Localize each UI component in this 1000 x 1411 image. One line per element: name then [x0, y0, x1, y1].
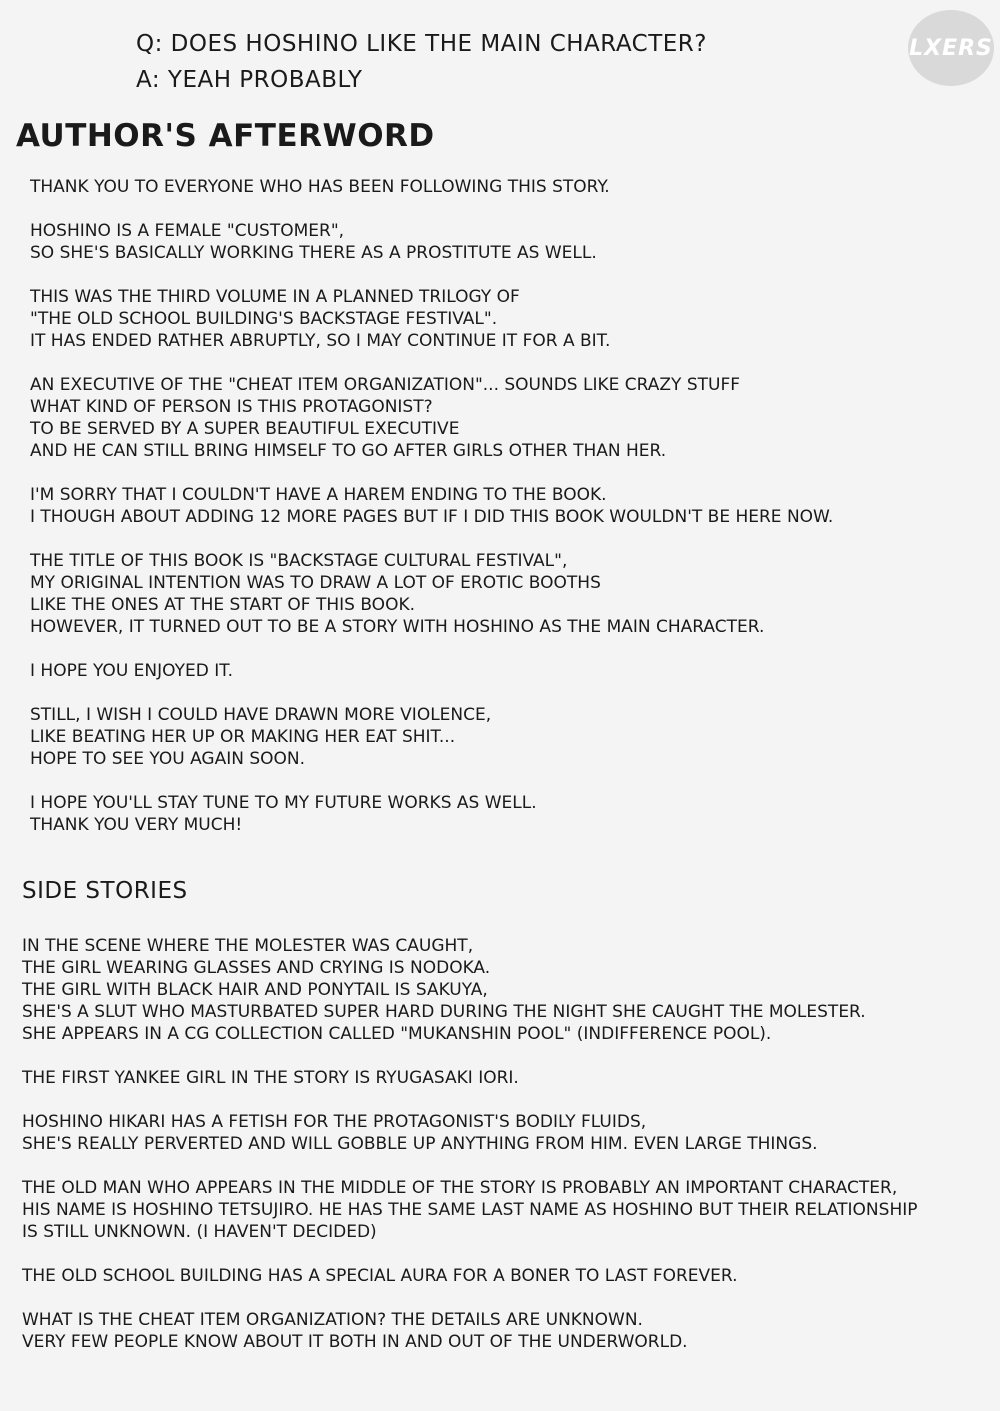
text-line: LIKE THE ONES AT THE START OF THIS BOOK.	[30, 595, 415, 615]
text-line: HOPE TO SEE YOU AGAIN SOON.	[30, 749, 306, 769]
paragraph	[22, 1067, 992, 1089]
text-line: SHE'S REALLY PERVERTED AND WILL GOBBLE UP ANYTHING FROM HIM. EVEN LARGE THINGS.	[22, 1134, 818, 1154]
text-line: AN EXECUTIVE OF THE "CHEAT ITEM ORGANIZATION"... SOUNDS LIKE CRAZY STUFF	[30, 375, 740, 395]
text-line: THE GIRL WITH BLACK HAIR AND PONYTAIL IS SAKUYA,	[22, 980, 488, 1000]
text-line: SHE'S A SLUT WHO MASTURBATED SUPER HARD DURING THE NIGHT SHE CAUGHT THE MOLESTER.	[22, 1002, 866, 1022]
text-line: WHAT IS THE CHEAT ITEM ORGANIZATION? THE DETAILS ARE UNKNOWN.	[22, 1310, 643, 1330]
qa-block	[136, 26, 707, 98]
paragraph	[22, 1111, 992, 1155]
text-line: I'M SORRY THAT I COULDN'T HAVE A HAREM ENDING TO THE BOOK.	[30, 485, 607, 505]
paragraph	[22, 1309, 992, 1353]
qa-answer: A: YEAH PROBABLY	[136, 67, 363, 93]
qa-question: Q: DOES HOSHINO LIKE THE MAIN CHARACTER?	[136, 31, 708, 57]
text-line: I THOUGH ABOUT ADDING 12 MORE PAGES BUT IF I DID THIS BOOK WOULDN'T BE HERE NOW.	[30, 507, 834, 527]
text-line: "THE OLD SCHOOL BUILDING'S BACKSTAGE FESTIVAL".	[30, 309, 498, 329]
text-line: IN THE SCENE WHERE THE MOLESTER WAS CAUGHT,	[22, 936, 474, 956]
paragraph	[30, 704, 990, 770]
text-line: SO SHE'S BASICALLY WORKING THERE AS A PROSTITUTE AS WELL.	[30, 243, 597, 263]
text-line: THE OLD SCHOOL BUILDING HAS A SPECIAL AURA FOR A BONER TO LAST FOREVER.	[22, 1266, 738, 1286]
text-line: THANK YOU VERY MUCH!	[30, 815, 243, 835]
paragraph	[22, 1177, 992, 1243]
paragraph	[30, 286, 990, 352]
text-line: HOSHINO IS A FEMALE "CUSTOMER",	[30, 221, 345, 241]
text-line: WHAT KIND OF PERSON IS THIS PROTAGONIST?	[30, 397, 433, 417]
text-line: THE GIRL WEARING GLASSES AND CRYING IS NODOKA.	[22, 958, 491, 978]
text-line: IT HAS ENDED RATHER ABRUPTLY, SO I MAY CONTINUE IT FOR A BIT.	[30, 331, 611, 351]
side-stories-body	[22, 935, 992, 1375]
text-line: HOSHINO HIKARI HAS A FETISH FOR THE PROTAGONIST'S BODILY FLUIDS,	[22, 1112, 647, 1132]
text-line: THE OLD MAN WHO APPEARS IN THE MIDDLE OF THE STORY IS PROBABLY AN IMPORTANT CHARACTER,	[22, 1178, 898, 1198]
text-line: MY ORIGINAL INTENTION WAS TO DRAW A LOT OF EROTIC BOOTHS	[30, 573, 601, 593]
text-line: THE TITLE OF THIS BOOK IS "BACKSTAGE CULTURAL FESTIVAL",	[30, 551, 568, 571]
paragraph	[30, 484, 990, 528]
text-line: THANK YOU TO EVERYONE WHO HAS BEEN FOLLOWING THIS STORY.	[30, 177, 610, 197]
text-line: VERY FEW PEOPLE KNOW ABOUT IT BOTH IN AND OUT OF THE UNDERWORLD.	[22, 1332, 688, 1352]
text-line: I HOPE YOU'LL STAY TUNE TO MY FUTURE WORKS AS WELL.	[30, 793, 537, 813]
text-line: LIKE BEATING HER UP OR MAKING HER EAT SHIT...	[30, 727, 456, 747]
paragraph	[22, 1265, 992, 1287]
text-line: THIS WAS THE THIRD VOLUME IN A PLANNED TRILOGY OF	[30, 287, 520, 307]
paragraph	[22, 935, 992, 1045]
text-line: HOWEVER, IT TURNED OUT TO BE A STORY WITH HOSHINO AS THE MAIN CHARACTER.	[30, 617, 765, 637]
text-line: AND HE CAN STILL BRING HIMSELF TO GO AFTER GIRLS OTHER THAN HER.	[30, 441, 667, 461]
paragraph	[30, 176, 990, 198]
text-line: I HOPE YOU ENJOYED IT.	[30, 661, 233, 681]
text-line: STILL, I WISH I COULD HAVE DRAWN MORE VIOLENCE,	[30, 705, 492, 725]
text-line: TO BE SERVED BY A SUPER BEAUTIFUL EXECUTIVE	[30, 419, 460, 439]
paragraph	[30, 660, 990, 682]
text-line: IS STILL UNKNOWN. (I HAVEN'T DECIDED)	[22, 1222, 377, 1242]
text-line: THE FIRST YANKEE GIRL IN THE STORY IS RYUGASAKI IORI.	[22, 1068, 519, 1088]
paragraph	[30, 550, 990, 638]
afterword-heading: AUTHOR'S AFTERWORD	[16, 118, 435, 154]
afterword-body	[30, 176, 990, 858]
text-line: SHE APPEARS IN A CG COLLECTION CALLED "MUKANSHIN POOL" (INDIFFERENCE POOL).	[22, 1024, 772, 1044]
text-line: HIS NAME IS HOSHINO TETSUJIRO. HE HAS THE SAME LAST NAME AS HOSHINO BUT THEIR RELATIONSHIP	[22, 1200, 918, 1220]
side-stories-heading: SIDE STORIES	[22, 878, 188, 904]
lxers-logo	[908, 10, 994, 86]
paragraph	[30, 374, 990, 462]
paragraph	[30, 792, 990, 836]
logo-text: LXERS	[909, 35, 993, 61]
paragraph	[30, 220, 990, 264]
